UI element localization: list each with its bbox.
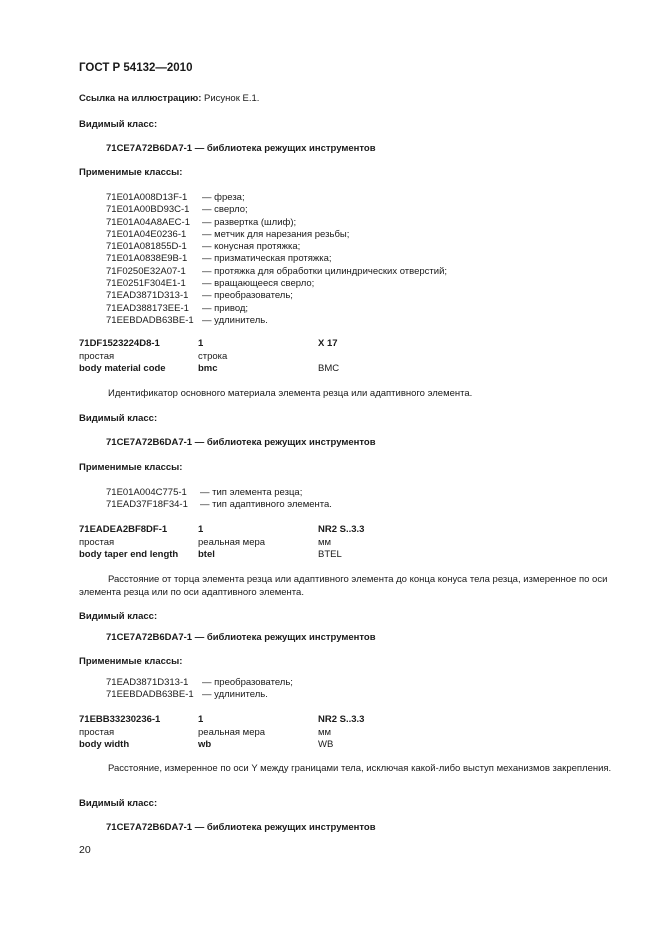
property-unit: мм xyxy=(318,726,332,738)
list-item xyxy=(106,677,293,689)
list-item xyxy=(106,689,293,701)
class-desc: — протяжка для обработки цилиндрических отверстий; xyxy=(202,265,448,277)
property-short-name: btel xyxy=(198,549,215,561)
reference-label: Ссылка на иллюстрацию: xyxy=(79,93,202,104)
list-item xyxy=(106,499,332,511)
property-kind: простая xyxy=(79,350,115,362)
class-desc: — метчик для нарезания резьбы; xyxy=(202,228,350,240)
class-code: 71F0250E32A07-1 xyxy=(106,265,186,277)
property-kind: простая xyxy=(79,536,115,548)
class-desc: — конусная протяжка; xyxy=(202,241,301,253)
property-version: 1 xyxy=(198,714,204,725)
class-code: 71EAD3871D313-1 xyxy=(106,677,189,688)
class-desc: — привод; xyxy=(202,302,249,314)
property-version: 1 xyxy=(198,338,204,349)
list-item xyxy=(106,253,447,265)
visible-class-label: Видимый класс: xyxy=(79,798,158,809)
applicable-classes-list xyxy=(106,677,293,702)
property-definition: Расстояние, измеренное по оси Y между границами тела, исключая какой-либо выступ механизмов закрепления. xyxy=(108,763,612,774)
class-desc: — удлинитель. xyxy=(202,689,268,701)
property-type: строка xyxy=(198,350,228,362)
property-id: 71EADEA2BF8DF-1 xyxy=(79,524,168,535)
list-item xyxy=(106,315,447,327)
list-item xyxy=(106,303,447,315)
class-code: 71E01A04A8AEC-1 xyxy=(106,216,190,228)
page-number: 20 xyxy=(79,844,91,856)
property-type: реальная мера xyxy=(198,726,266,738)
property-format: NR2 S..3.3 xyxy=(318,524,365,535)
library-class: 71CE7A72B6DA7-1 — библиотека режущих инструментов xyxy=(106,437,376,448)
class-code: 71E01A00BD93C-1 xyxy=(106,204,190,216)
document-header: ГОСТ Р 54132—2010 xyxy=(79,62,193,74)
list-item xyxy=(106,217,447,229)
property-symbol: BMC xyxy=(318,363,340,375)
property-id: 71EBB33230236-1 xyxy=(79,714,161,725)
property-unit: мм xyxy=(318,536,332,548)
property-type: реальная мера xyxy=(198,536,266,548)
reference-value: Рисунок Е.1. xyxy=(204,93,260,104)
class-desc: — сверло; xyxy=(202,204,248,216)
visible-class-label: Видимый класс: xyxy=(79,119,158,130)
class-code: 71E01A04E0236-1 xyxy=(106,228,187,240)
list-item xyxy=(106,290,447,302)
property-version: 1 xyxy=(198,524,204,535)
property-short-name: bmc xyxy=(198,363,218,375)
class-code: 71E0251F304E1-1 xyxy=(106,278,186,290)
class-code: 71EEBDADB63BE-1 xyxy=(106,689,194,701)
property-kind: простая xyxy=(79,726,115,738)
class-code: 71EEBDADB63BE-1 xyxy=(106,314,194,326)
property-name: body width xyxy=(79,739,130,751)
class-code: 71EAD37F18F34-1 xyxy=(106,499,188,511)
reference-line xyxy=(79,93,259,105)
class-desc: — призматическая протяжка; xyxy=(202,253,332,265)
applicable-classes-label: Применимые классы: xyxy=(79,167,183,178)
property-symbol: BTEL xyxy=(318,549,342,561)
class-desc: — тип элемента резца; xyxy=(200,487,303,498)
property-format: X 17 xyxy=(318,338,338,349)
list-item xyxy=(106,192,447,204)
applicable-classes-label: Применимые классы: xyxy=(79,462,183,473)
applicable-classes-label: Применимые классы: xyxy=(79,656,183,667)
list-item xyxy=(106,229,447,241)
class-code: 71E01A008D13F-1 xyxy=(106,192,188,203)
property-definition: Идентификатор основного материала элемента резца или адаптивного элемента. xyxy=(108,388,473,399)
class-code: 71E01A081855D-1 xyxy=(106,241,187,253)
class-desc: — вращающееся сверло; xyxy=(202,278,315,290)
class-code: 71EAD3871D313-1 xyxy=(106,290,189,302)
list-item xyxy=(106,487,332,499)
class-desc: — фреза; xyxy=(202,192,245,203)
class-desc: — преобразователь; xyxy=(202,290,293,302)
class-code: 71EAD388173EE-1 xyxy=(106,302,189,314)
visible-class-label: Видимый класс: xyxy=(79,413,158,424)
property-name: body material code xyxy=(79,363,166,375)
library-class: 71CE7A72B6DA7-1 — библиотека режущих инструментов xyxy=(106,143,376,154)
class-code: 71E01A004C775-1 xyxy=(106,487,187,498)
class-desc: — развертка (шлиф); xyxy=(202,216,297,228)
property-format: NR2 S..3.3 xyxy=(318,714,365,725)
list-item xyxy=(106,204,447,216)
applicable-classes-list xyxy=(106,192,447,327)
applicable-classes-list xyxy=(106,487,332,512)
library-class: 71CE7A72B6DA7-1 — библиотека режущих инструментов xyxy=(106,632,376,643)
visible-class-label: Видимый класс: xyxy=(79,611,158,622)
library-class: 71CE7A72B6DA7-1 — библиотека режущих инструментов xyxy=(106,822,376,833)
property-symbol: WB xyxy=(318,739,334,751)
list-item xyxy=(106,278,447,290)
property-short-name: wb xyxy=(198,739,212,751)
class-desc: — удлинитель. xyxy=(202,314,268,326)
list-item xyxy=(106,266,447,278)
class-code: 71E01A0838E9B-1 xyxy=(106,253,188,265)
class-desc: — преобразователь; xyxy=(202,677,293,688)
class-desc: — тип адаптивного элемента. xyxy=(200,499,332,511)
property-id: 71DF1523224D8-1 xyxy=(79,338,160,349)
list-item xyxy=(106,241,447,253)
property-name: body taper end length xyxy=(79,549,179,561)
property-definition: Расстояние от торца элемента резца или адаптивного элемента до конца конуса тела резца, измеренное по оси элемента резца или по оси адаптивного элемента. xyxy=(79,574,608,598)
